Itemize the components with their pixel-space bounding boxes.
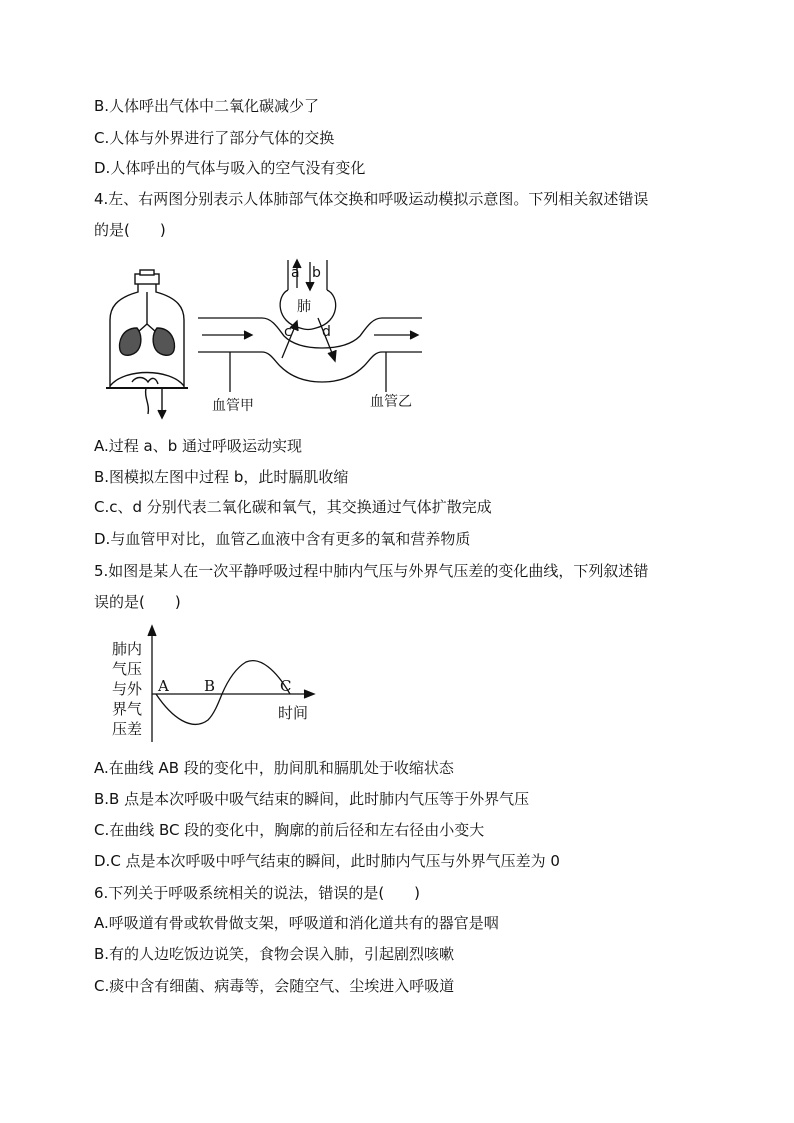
label-vessel-yi: 血管乙 — [370, 394, 412, 410]
x-label: 时间 — [278, 704, 309, 722]
point-c: C — [280, 677, 292, 695]
bell-jar-model — [106, 270, 188, 418]
question-4-stem-line-2: 的是( ) — [94, 221, 166, 239]
question-4-option-b: B.图模拟左图中过程 b，此时膈肌收缩 — [94, 468, 349, 486]
pressure-curve — [156, 661, 290, 725]
question-6-option-a: A.呼吸道有骨或软骨做支架，呼吸道和消化道共有的器官是咽 — [94, 914, 499, 932]
question-5-stem-line-1: 5.如图是某人在一次平静呼吸过程中肺内气压与外界气压差的变化曲线，下列叙述错 — [94, 562, 649, 580]
label-d: d — [322, 324, 331, 340]
question-6-option-b: B.有的人边吃饭边说笑，食物会误入肺，引起剧烈咳嗽 — [94, 945, 455, 963]
question-6-stem: 6.下列关于呼吸系统相关的说法，错误的是( ) — [94, 884, 421, 902]
y-label-line-5: 压差 — [112, 720, 143, 738]
point-b: B — [204, 677, 216, 695]
question-4-stem-line-1: 4.左、右两图分别表示人体肺部气体交换和呼吸运动模拟示意图。下列相关叙述错误 — [94, 190, 649, 208]
y-label-line-4: 界气 — [112, 700, 143, 718]
y-label-line-3: 与外 — [112, 680, 143, 698]
question-6-option-c: C.痰中含有细菌、病毒等，会随空气、尘埃进入呼吸道 — [94, 977, 455, 995]
label-a: a — [291, 265, 300, 281]
question-5-stem-line-2: 误的是( ) — [94, 593, 181, 611]
y-label-line-2: 气压 — [112, 660, 143, 678]
point-a: A — [158, 677, 169, 695]
question-4-option-a: A.过程 a、b 通过呼吸运动实现 — [94, 437, 303, 455]
figure-pressure-curve — [100, 624, 320, 748]
figure-lung-exchange — [90, 258, 430, 426]
label-lung: 肺 — [297, 299, 311, 315]
question-5-option-b: B.B 点是本次呼吸中吸气结束的瞬间，此时肺内气压等于外界气压 — [94, 790, 530, 808]
question-5-option-c: C.在曲线 BC 段的变化中，胸廓的前后径和左右径由小变大 — [94, 821, 485, 839]
label-c: c — [284, 324, 292, 340]
question-5-option-d: D.C 点是本次呼吸中呼气结束的瞬间，此时肺内气压与外界气压差为 0 — [94, 852, 560, 870]
question-4-option-c: C.c、d 分别代表二氧化碳和氧气，其交换通过气体扩散完成 — [94, 498, 492, 516]
question-4-option-d: D.与血管甲对比，血管乙血液中含有更多的氧和营养物质 — [94, 530, 471, 548]
y-label-line-1: 肺内 — [112, 640, 143, 658]
question-5-option-a: A.在曲线 AB 段的变化中，肋间肌和膈肌处于收缩状态 — [94, 759, 454, 777]
question-3-option-b: B.人体呼出气体中二氧化碳减少了 — [94, 97, 320, 115]
question-3-option-c: C.人体与外界进行了部分气体的交换 — [94, 129, 335, 147]
label-b: b — [312, 265, 321, 281]
label-vessel-jia: 血管甲 — [212, 398, 254, 414]
question-3-option-d: D.人体呼出的气体与吸入的空气没有变化 — [94, 159, 366, 177]
